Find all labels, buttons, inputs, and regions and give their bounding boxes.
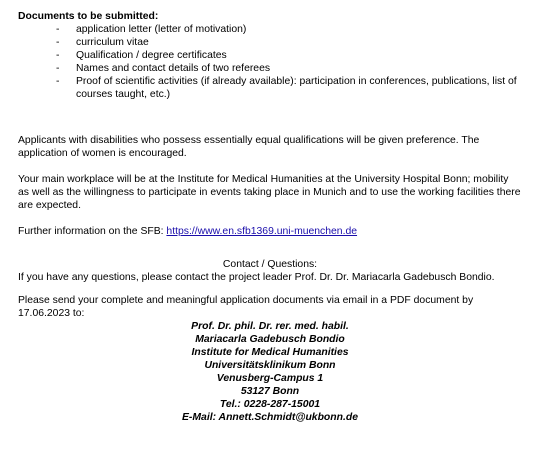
bullet-dash: - bbox=[56, 50, 60, 61]
further-info bbox=[18, 225, 522, 238]
bullet-dash: - bbox=[56, 76, 60, 87]
bullet-dash: - bbox=[56, 24, 60, 35]
bullet-dash: - bbox=[56, 63, 60, 74]
list-item bbox=[18, 75, 522, 101]
list-item bbox=[18, 36, 522, 49]
submission-text: Please send your complete and meaningful application documents via email in a PDF document by 17.06.2023 to: bbox=[18, 295, 474, 319]
address-block bbox=[18, 320, 522, 424]
list-item-text: application letter (letter of motivation) bbox=[76, 24, 247, 35]
list-item-text: Proof of scientific activities (if already available): participation in conferences, publications, list of courses taught, etc.) bbox=[76, 76, 517, 100]
equality-note: Applicants with disabilities who possess essentially equal qualifications will be given preference. The application of women is encouraged. bbox=[18, 135, 480, 159]
workplace-note: Your main workplace will be at the Institute for Medical Humanities at the University Hospital Bonn; mobility as well as the willingness to participate in events taking place in Munich and to use the working facilities there are expected. bbox=[18, 174, 521, 211]
contact-heading: Contact / Questions: bbox=[222, 259, 318, 270]
list-item-text: curriculum vitae bbox=[76, 37, 149, 48]
further-info-label: Further information on the SFB: bbox=[18, 226, 167, 237]
bullet-dash: - bbox=[56, 37, 60, 48]
document-page bbox=[18, 10, 522, 424]
address-name-line1: Prof. Dr. phil. Dr. rer. med. habil. bbox=[191, 321, 349, 332]
contact-text: If you have any questions, please contact the project leader Prof. Dr. Dr. Mariacarla Gadebusch Bondio. bbox=[18, 272, 495, 283]
address-clinic: Universitätsklinikum Bonn bbox=[204, 360, 336, 371]
list-item-text: Names and contact details of two referees bbox=[76, 63, 271, 74]
list-item bbox=[18, 23, 522, 36]
address-phone: Tel.: 0228-287-15001 bbox=[219, 399, 321, 410]
address-city: 53127 Bonn bbox=[240, 386, 300, 397]
list-item bbox=[18, 62, 522, 75]
address-name-line2: Mariacarla Gadebusch Bondio bbox=[195, 334, 345, 345]
address-street: Venusberg-Campus 1 bbox=[216, 373, 324, 384]
documents-heading: Documents to be submitted: bbox=[18, 11, 159, 22]
list-item-text: Qualification / degree certificates bbox=[76, 50, 227, 61]
address-institute: Institute for Medical Humanities bbox=[191, 347, 349, 358]
sfb-link[interactable]: https://www.en.sfb1369.uni-muenchen.de bbox=[166, 226, 358, 237]
list-item bbox=[18, 49, 522, 62]
documents-list bbox=[18, 23, 522, 101]
address-email[interactable]: E-Mail: Annett.Schmidt@ukbonn.de bbox=[182, 412, 358, 423]
